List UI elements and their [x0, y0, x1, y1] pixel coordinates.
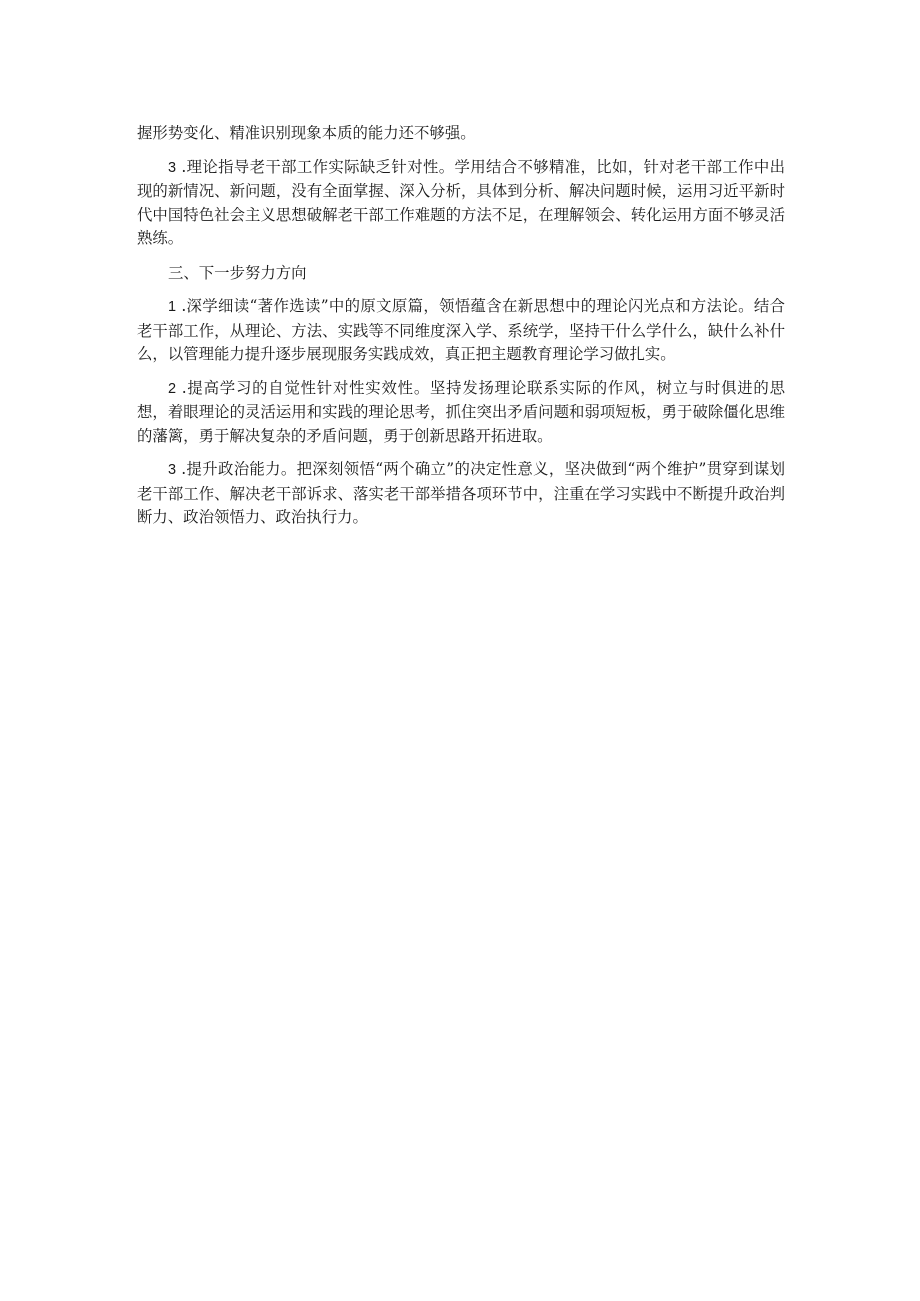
document-page — [137, 122, 785, 530]
section-heading-text: 三、下一步努力方向 — [168, 263, 307, 282]
paragraph-text: .深学细读“著作选读”中的原文原篇，领悟蕴含在新思想中的理论闪光点和方法论。结合老干部工作，从理论、方法、实践等不同维度深入学、系统学，坚持干什么学什么，缺什么补什么，以管理能力提升逐步展现服务实践成效，真正把主题教育理论学习做扎实。 — [137, 297, 785, 363]
paragraph-item-1-deep-study — [137, 295, 785, 367]
item-number: 3 — [168, 462, 177, 478]
section-heading — [137, 262, 785, 286]
paragraph-continuation — [137, 122, 785, 146]
paragraph-text: 握形势变化、精准识别现象本质的能力还不够强。 — [137, 124, 476, 142]
paragraph-text: .提高学习的自觉性针对性实效性。坚持发扬理论联系实际的作风，树立与时俱进的思想，着眼理论的灵活运用和实践的理论思考，抓住突出矛盾问题和弱项短板，勇于破除僵化思维的藩篱，勇于解决复杂的矛盾问题，勇于创新思路开拓进取。 — [137, 378, 785, 445]
item-number: 3 — [168, 159, 177, 176]
paragraph-item-3-political-ability — [137, 458, 785, 530]
paragraph-text: .理论指导老干部工作实际缺乏针对性。学用结合不够精准，比如，针对老干部工作中出现的新情况、新问题，没有全面掌握、深入分析，具体到分析、解决问题时候，运用习近平新时代中国特色社会主义思想破解老干部工作难题的方法不足，在理解领会、转化运用方面不够灵活熟练。 — [137, 157, 785, 247]
paragraph-item-3-theory-guidance — [137, 156, 785, 251]
paragraph-text: .提升政治能力。把深刻领悟“两个确立”的决定性意义，坚决做到“两个维护”贯穿到谋划老干部工作、解决老干部诉求、落实老干部举措各项环节中，注重在学习实践中不断提升政治判断力、政治领悟力、政治执行力。 — [137, 460, 785, 526]
paragraph-item-2-self-awareness — [137, 377, 785, 449]
item-number: 2 — [168, 380, 177, 397]
item-number: 1 — [168, 299, 177, 315]
